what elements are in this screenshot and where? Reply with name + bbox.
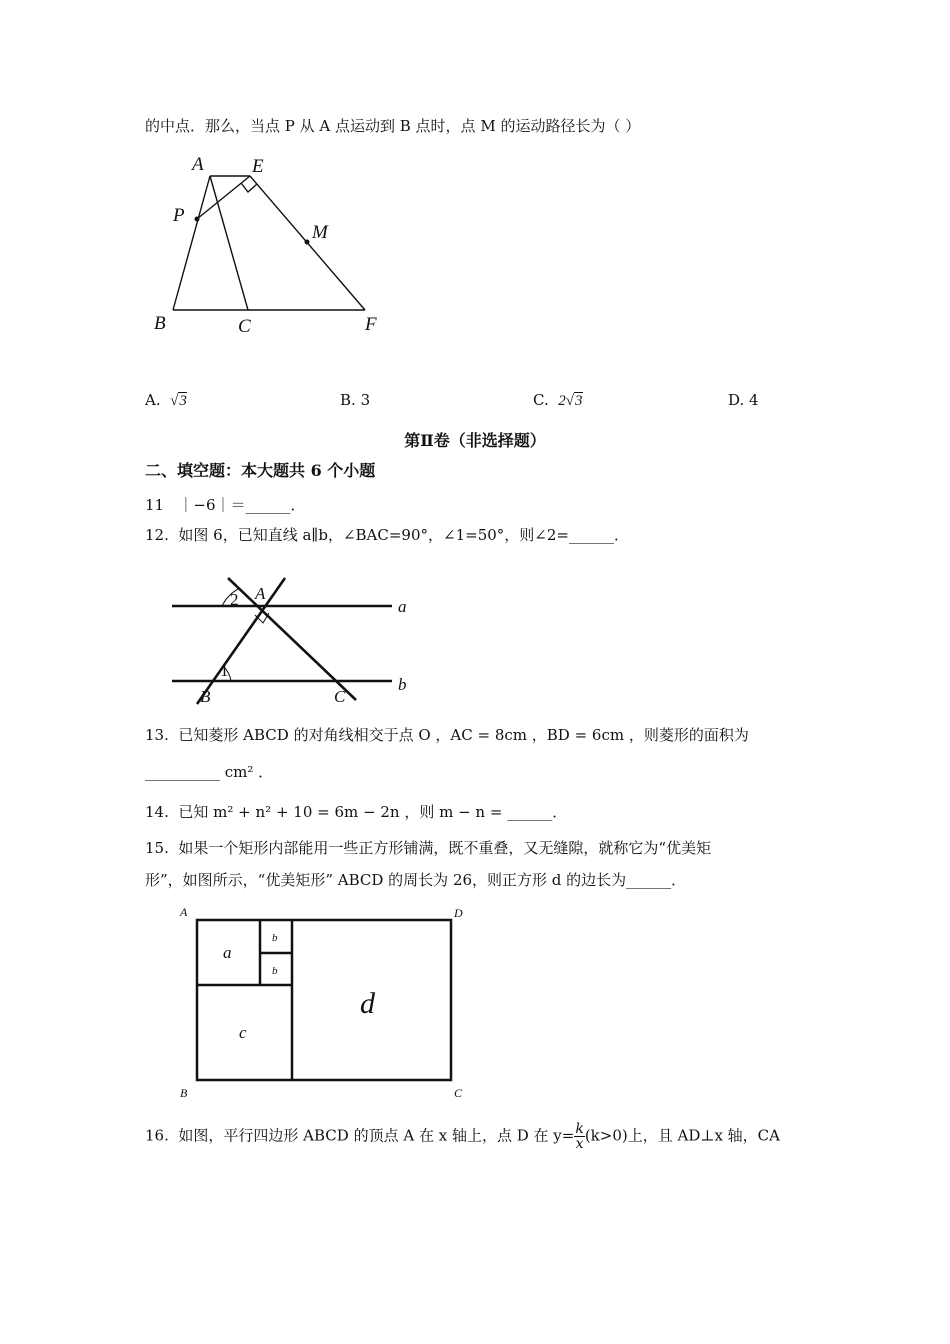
label-1: 1 xyxy=(220,661,229,680)
q15: 15. 如果一个矩形内部能用一些正方形铺满，既不重叠，又无缝隙，就称它为“优美矩 xyxy=(145,839,712,857)
q12-figure xyxy=(160,572,420,712)
q10-stem-tail: 的中点．那么，当点 P 从 A 点运动到 B 点时，点 M 的运动路径长为（ ） xyxy=(145,117,641,135)
section2-title: 二、填空题：本大题共 6 个小题 xyxy=(145,461,376,480)
q13-line2: __________ cm² ． xyxy=(145,763,274,781)
option-d: D. 4 xyxy=(728,391,759,409)
q10-figure xyxy=(140,148,400,348)
part2-title: 第Ⅱ卷（非选择题） xyxy=(404,431,546,450)
q12: 12. 如图 6，已知直线 a∥b，∠BAC=90°，∠1=50°，则∠2=______． xyxy=(145,526,629,544)
fraction-k-over-x: $\frac{k}{x}$ xyxy=(575,1121,584,1152)
label-d: D xyxy=(454,906,463,920)
point-m xyxy=(305,240,310,245)
label-p: P xyxy=(173,205,185,226)
square-c: c xyxy=(239,1023,247,1042)
label-c: C xyxy=(238,316,251,337)
label-c: C xyxy=(454,1086,463,1100)
seg-ab xyxy=(173,176,210,310)
seg-ac xyxy=(210,176,248,310)
q15-line2: 形”，如图所示，“优美矩形” ABCD 的周长为 26，则正方形 d 的边长为______． xyxy=(145,871,687,889)
square-d: d xyxy=(360,987,375,1020)
point-p xyxy=(195,217,200,222)
square-b1: b xyxy=(272,932,278,944)
q16: 16. 如图，平行四边形 ABCD 的顶点 A 在 x 轴上，点 D 在 y= $\frac{k}{x}$ (k>0)上，且 AD⊥x 轴，CA xyxy=(145,1121,780,1152)
label-2: 2 xyxy=(230,590,239,609)
label-b-line: b xyxy=(398,675,407,694)
label-f: F xyxy=(365,314,377,335)
option-b: B. 3 xyxy=(340,391,371,409)
q15-figure xyxy=(170,900,480,1100)
q14: 14. 已知 m² + n² + 10 = 6m − 2n ，则 m − n = ______． xyxy=(145,803,568,821)
label-a-point: A xyxy=(255,584,266,603)
label-a-line: a xyxy=(398,597,407,616)
line-ab xyxy=(197,578,285,704)
q13: 13. 已知菱形 ABCD 的对角线相交于点 O ，AC = 8cm ，BD = 6cm ，则菱形的面积为 xyxy=(145,726,749,744)
label-a: A xyxy=(180,905,188,919)
square-a: a xyxy=(223,943,232,962)
rect-abcd xyxy=(197,920,451,1080)
label-a: A xyxy=(192,154,204,175)
seg-pe xyxy=(197,176,250,219)
label-e: E xyxy=(252,156,264,177)
label-c-point: C xyxy=(334,687,346,706)
option-a: A. √3 xyxy=(145,391,187,409)
label-b: B xyxy=(180,1086,188,1100)
label-b: B xyxy=(154,313,166,334)
label-m: M xyxy=(312,222,328,243)
right-angle-mark xyxy=(241,183,257,192)
option-c: C. 2√3 xyxy=(533,391,583,409)
square-b2: b xyxy=(272,965,278,977)
q11: 11 ｜−6｜＝______． xyxy=(145,496,306,514)
label-b-point: B xyxy=(200,687,211,706)
